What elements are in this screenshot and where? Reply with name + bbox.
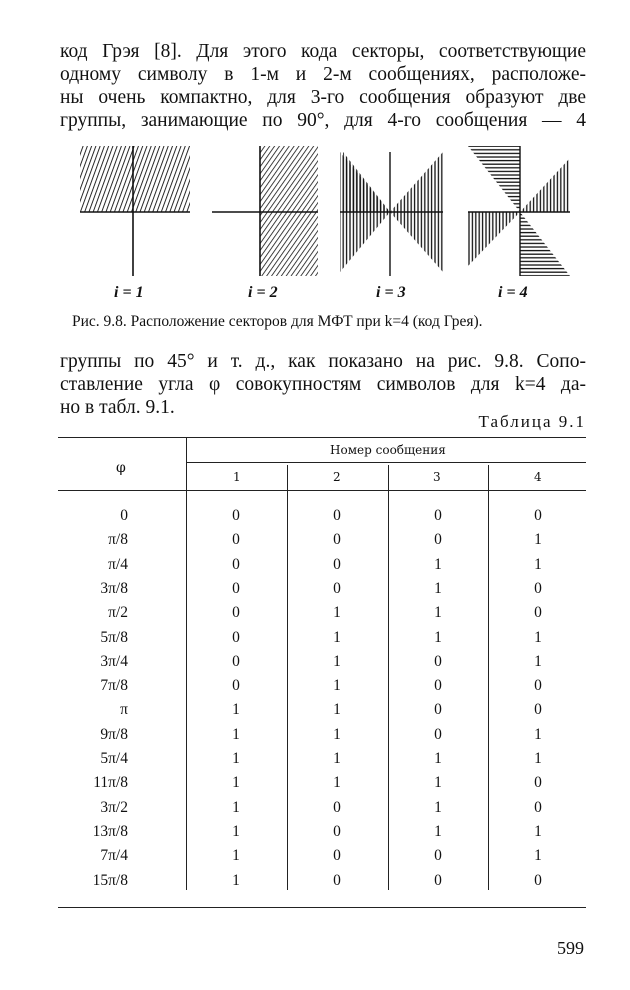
value-cell: 0 bbox=[232, 579, 240, 597]
table-title: Таблица 9.1 bbox=[478, 412, 586, 431]
value-cell: 1 bbox=[434, 750, 442, 767]
phi-cell: 7π/4 bbox=[100, 847, 128, 865]
value-cell: 0 bbox=[534, 701, 542, 719]
column-header: 3 bbox=[433, 470, 441, 484]
phi-cell: 15π/8 bbox=[92, 871, 128, 889]
value-cell: 1 bbox=[534, 628, 542, 646]
table-top-rule bbox=[58, 437, 586, 438]
value-cell: 1 bbox=[434, 604, 442, 622]
value-cell: 1 bbox=[232, 750, 240, 767]
value-cell: 1 bbox=[232, 847, 240, 865]
phi-cell: π/8 bbox=[108, 531, 128, 549]
phi-cell: 13π/8 bbox=[92, 822, 128, 840]
table-bottom-rule bbox=[58, 907, 586, 908]
phi-cell: π/2 bbox=[108, 604, 128, 622]
value-cell: 0 bbox=[333, 798, 341, 816]
value-cell: 1 bbox=[333, 652, 341, 670]
phi-cell: π/4 bbox=[108, 555, 128, 573]
figure-i1 bbox=[80, 146, 190, 276]
phi-cell: 7π/8 bbox=[100, 677, 128, 695]
figure-label-i1: i = 1 bbox=[114, 284, 144, 301]
group-header: Номер сообщения bbox=[330, 443, 446, 457]
value-cell: 0 bbox=[534, 871, 542, 889]
value-cell: 1 bbox=[534, 725, 542, 743]
phi-cell: 3π/2 bbox=[100, 798, 128, 816]
column-divider bbox=[488, 465, 489, 890]
figure-i3 bbox=[340, 152, 443, 276]
value-cell: 0 bbox=[333, 531, 341, 549]
value-cell: 0 bbox=[232, 531, 240, 549]
value-cell: 0 bbox=[534, 677, 542, 695]
phi-cell: 5π/8 bbox=[100, 628, 128, 646]
phi-cell: 3π/8 bbox=[100, 579, 128, 597]
value-cell: 0 bbox=[434, 871, 442, 889]
value-cell: 1 bbox=[434, 798, 442, 816]
value-cell: 1 bbox=[434, 555, 442, 573]
value-cell: 0 bbox=[534, 507, 542, 524]
column-header: 4 bbox=[534, 470, 542, 484]
value-cell: 0 bbox=[232, 604, 240, 622]
column-header: 2 bbox=[333, 470, 341, 484]
value-cell: 1 bbox=[333, 774, 341, 792]
value-cell: 1 bbox=[434, 628, 442, 646]
value-cell: 0 bbox=[333, 555, 341, 573]
figure-label-i2: i = 2 bbox=[248, 284, 278, 301]
value-cell: 0 bbox=[333, 822, 341, 840]
figure-label-i4: i = 4 bbox=[498, 284, 528, 301]
phi-cell: π bbox=[120, 701, 128, 719]
value-cell: 0 bbox=[434, 507, 442, 524]
value-cell: 1 bbox=[232, 701, 240, 719]
text-line: группы по 45° и т. д., как показано на рис. 9.8. Сопо- bbox=[60, 351, 586, 372]
phi-header: φ bbox=[116, 460, 126, 476]
text-line: ны очень компактно, для 3-го сообщения образуют две bbox=[60, 87, 586, 108]
text-line: ставление угла φ совокупностям символов для k=4 да- bbox=[60, 374, 586, 395]
value-cell: 0 bbox=[333, 871, 341, 889]
figure-i2 bbox=[212, 146, 318, 276]
value-cell: 1 bbox=[232, 725, 240, 743]
value-cell: 0 bbox=[534, 579, 542, 597]
page-number: 599 bbox=[557, 938, 584, 958]
value-cell: 0 bbox=[434, 847, 442, 865]
value-cell: 1 bbox=[434, 822, 442, 840]
value-cell: 1 bbox=[534, 652, 542, 670]
value-cell: 0 bbox=[434, 531, 442, 549]
value-cell: 1 bbox=[232, 822, 240, 840]
sector-figures bbox=[60, 138, 580, 306]
value-cell: 0 bbox=[232, 628, 240, 646]
figure-caption: Рис. 9.8. Расположение секторов для МФТ при k=4 (код Грея). bbox=[72, 313, 483, 330]
header-bottom-rule bbox=[58, 490, 586, 491]
value-cell: 1 bbox=[434, 774, 442, 792]
value-cell: 0 bbox=[232, 677, 240, 695]
value-cell: 0 bbox=[434, 652, 442, 670]
value-cell: 1 bbox=[534, 531, 542, 549]
value-cell: 0 bbox=[534, 774, 542, 792]
text-line: но в табл. 9.1. bbox=[60, 397, 175, 418]
paragraph-bottom bbox=[60, 350, 586, 419]
phi-cell: 0 bbox=[120, 507, 128, 524]
text-line: код Грэя [8]. Для этого кода секторы, соответствующие bbox=[60, 41, 586, 62]
column-divider bbox=[287, 465, 288, 890]
column-header: 1 bbox=[233, 470, 241, 484]
value-cell: 1 bbox=[534, 555, 542, 573]
phi-cell: 11π/8 bbox=[93, 774, 128, 792]
text-line: группы, занимающие по 90°, для 4-го сообщения — 4 bbox=[60, 110, 586, 131]
value-cell: 1 bbox=[232, 871, 240, 889]
value-cell: 1 bbox=[534, 847, 542, 865]
figure-label-i3: i = 3 bbox=[376, 284, 406, 301]
phi-cell: 5π/4 bbox=[100, 750, 128, 767]
value-cell: 0 bbox=[534, 604, 542, 622]
value-cell: 0 bbox=[434, 725, 442, 743]
value-cell: 0 bbox=[333, 579, 341, 597]
column-divider bbox=[388, 465, 389, 890]
column-divider bbox=[186, 490, 187, 890]
value-cell: 0 bbox=[232, 555, 240, 573]
value-cell: 1 bbox=[232, 798, 240, 816]
value-cell: 1 bbox=[333, 750, 341, 767]
value-cell: 0 bbox=[333, 507, 341, 524]
value-cell: 1 bbox=[333, 725, 341, 743]
value-cell: 0 bbox=[534, 798, 542, 816]
figure-i4 bbox=[468, 146, 570, 276]
value-cell: 1 bbox=[534, 822, 542, 840]
value-cell: 0 bbox=[434, 677, 442, 695]
value-cell: 1 bbox=[232, 774, 240, 792]
value-cell: 0 bbox=[333, 847, 341, 865]
text-line: одному символу в 1-м и 2-м сообщениях, расположе- bbox=[60, 64, 586, 85]
value-cell: 1 bbox=[333, 628, 341, 646]
value-cell: 1 bbox=[333, 604, 341, 622]
paragraph-top bbox=[60, 40, 586, 132]
value-cell: 1 bbox=[333, 701, 341, 719]
group-header-rule bbox=[186, 462, 586, 463]
value-cell: 0 bbox=[232, 507, 240, 524]
value-cell: 1 bbox=[534, 750, 542, 767]
phi-cell: 3π/4 bbox=[100, 652, 128, 670]
table-header-divider bbox=[186, 438, 187, 490]
value-cell: 1 bbox=[333, 677, 341, 695]
phi-cell: 9π/8 bbox=[100, 725, 128, 743]
value-cell: 1 bbox=[434, 579, 442, 597]
value-cell: 0 bbox=[434, 701, 442, 719]
value-cell: 0 bbox=[232, 652, 240, 670]
